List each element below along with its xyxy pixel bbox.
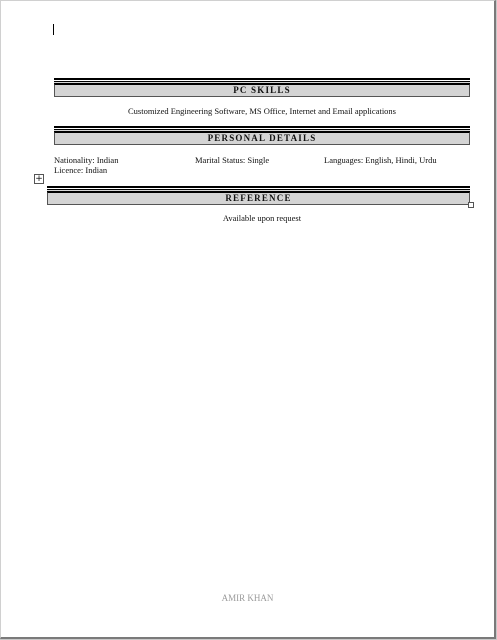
footer-name: AMIR KHAN [221,593,274,603]
pc-skills-heading: PC SKILLS [54,84,470,97]
reference-rule [47,186,470,188]
pc-skills-rule [54,78,470,80]
text-cursor [53,24,54,35]
marital-status-text: Marital Status: Single [195,155,270,165]
table-resize-handle-icon[interactable] [468,202,474,208]
personal-details-rule [54,126,470,128]
pc-skills-text: Customized Engineering Software, MS Office, Internet and Email applications [128,106,396,116]
pc-skills-header [54,81,470,95]
reference-header [47,189,470,203]
nationality-text: Nationality: Indian [54,155,119,165]
languages-text: Languages: English, Hindi, Urdu [324,155,437,165]
personal-details-header [54,129,470,143]
table-move-handle-icon[interactable]: + [35,174,43,184]
reference-heading: REFERENCE [47,192,470,205]
personal-details-heading: PERSONAL DETAILS [54,132,470,145]
reference-text: Available upon request [222,213,302,223]
licence-text: Licence: Indian [54,165,108,175]
